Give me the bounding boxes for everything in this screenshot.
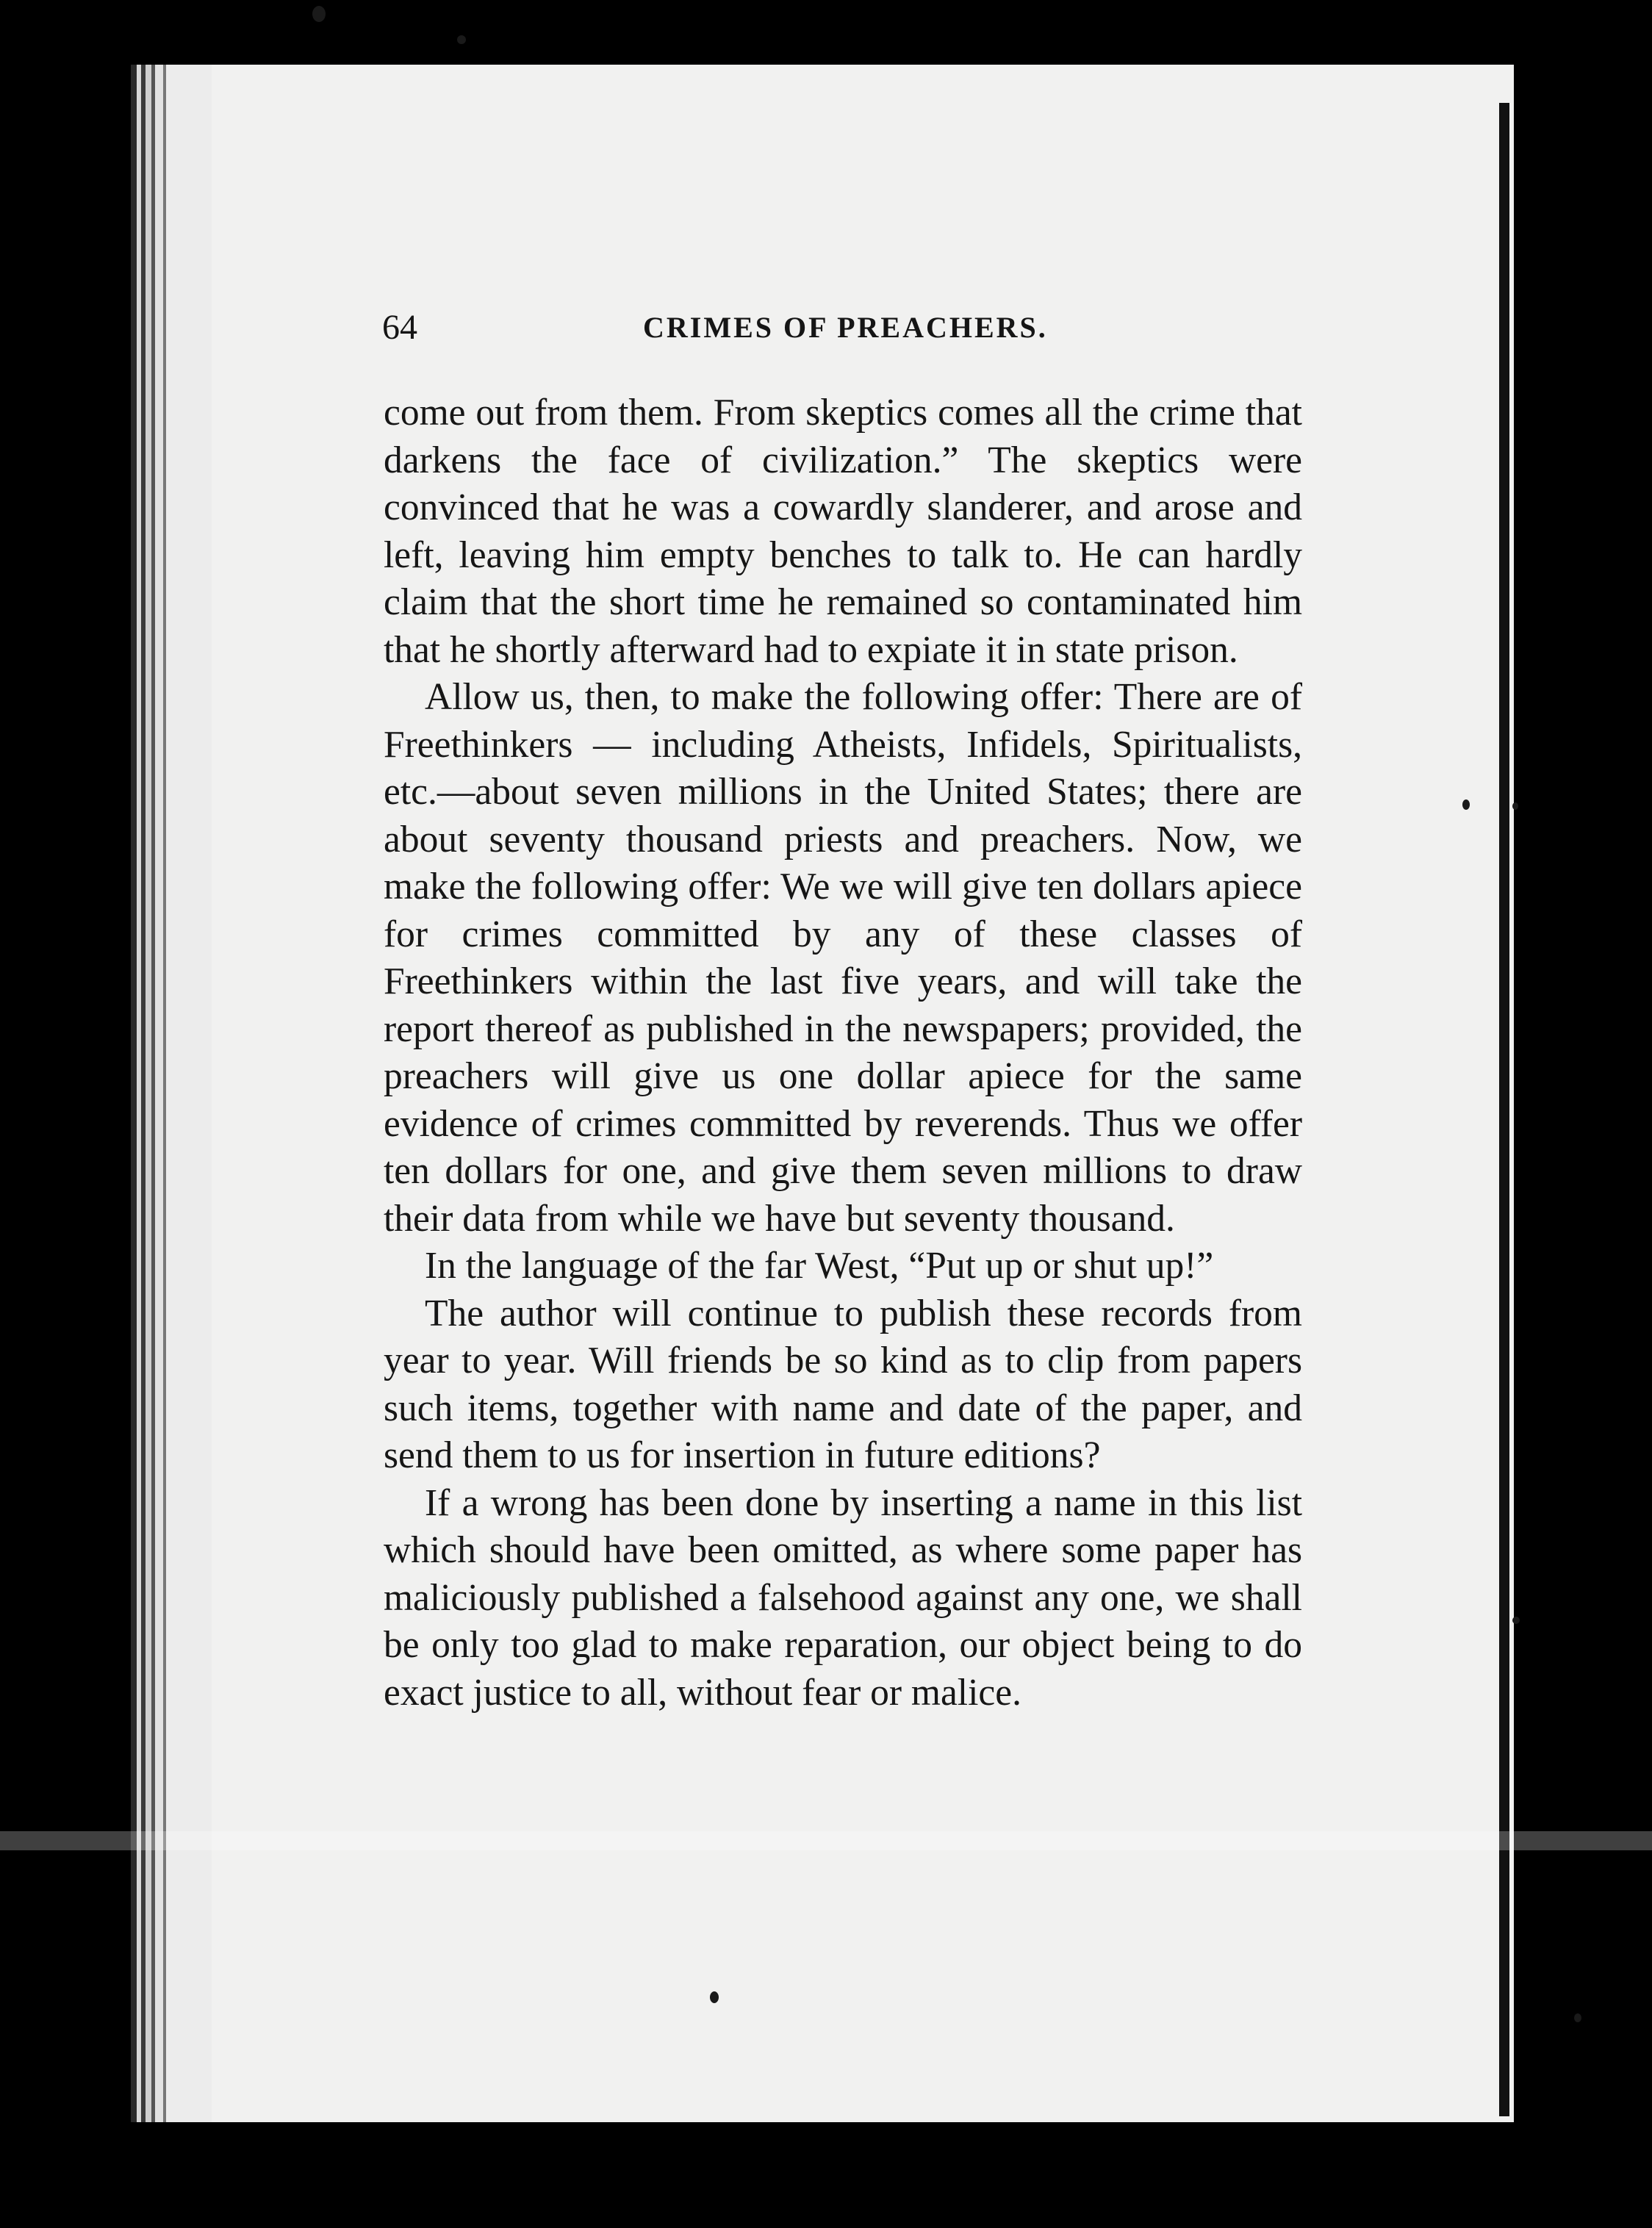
scan-artifact-strip xyxy=(0,1831,1652,1850)
ink-speck xyxy=(1462,799,1470,810)
ink-speck xyxy=(312,6,326,22)
page-number: 64 xyxy=(382,308,417,347)
paragraph-3: In the language of the far West, “Put up or shut up!” xyxy=(425,1245,1214,1287)
ink-speck xyxy=(1512,802,1518,810)
paragraph-4: The author will continue to publish these records from year to year. Will friends be so kind as to clip from papers such items, together with name and date of the paper, and send them to us for insertion in future editions? xyxy=(384,1292,1302,1476)
ink-speck xyxy=(457,35,466,44)
body-text xyxy=(384,389,1302,1717)
paragraph-5: If a wrong has been done by inserting a name in this list which should have been omitted, as where some paper has maliciously published a falsehood against any one, we shall be only too glad to make reparation, our object being to do exact justice to all, without fear or malice. xyxy=(384,1481,1302,1714)
page-gutter-edge xyxy=(131,65,212,2122)
paragraph-2: Allow us, then, to make the following offer: There are of Freethinkers — including Atheists, Infidels, Spiritualists, etc.—about seven millions in the United States; there are about seventy thousand priests and preachers. Now, we make the following offer: We we will give ten dollars apiece for crimes committed by any of these classes of Freethinkers within the last five years, and will take the report thereof as published in the newspapers; provided, the preachers will give us one dollar apiece for the same evidence of crimes committed by reverends. Thus we offer ten dollars for one, and give them seven millions to draw their data from while we have but seventy thousand. xyxy=(384,676,1302,1240)
ink-speck xyxy=(1512,1617,1520,1624)
paragraph-1: come out from them. From skeptics comes all the crime that darkens the face of civilization.” The skeptics were convinced that he was a cowardly slanderer, and arose and left, leaving him empty benches to talk to. He can hardly claim that the short time he remained so contaminated him that he shortly afterward had to expiate it in state prison. xyxy=(384,392,1302,671)
ink-speck xyxy=(710,1991,719,2003)
running-head xyxy=(382,307,1301,351)
ink-speck xyxy=(1574,2013,1581,2022)
facing-page-fold xyxy=(1499,103,1509,2116)
running-title: CRIMES OF PREACHERS. xyxy=(643,311,1048,344)
